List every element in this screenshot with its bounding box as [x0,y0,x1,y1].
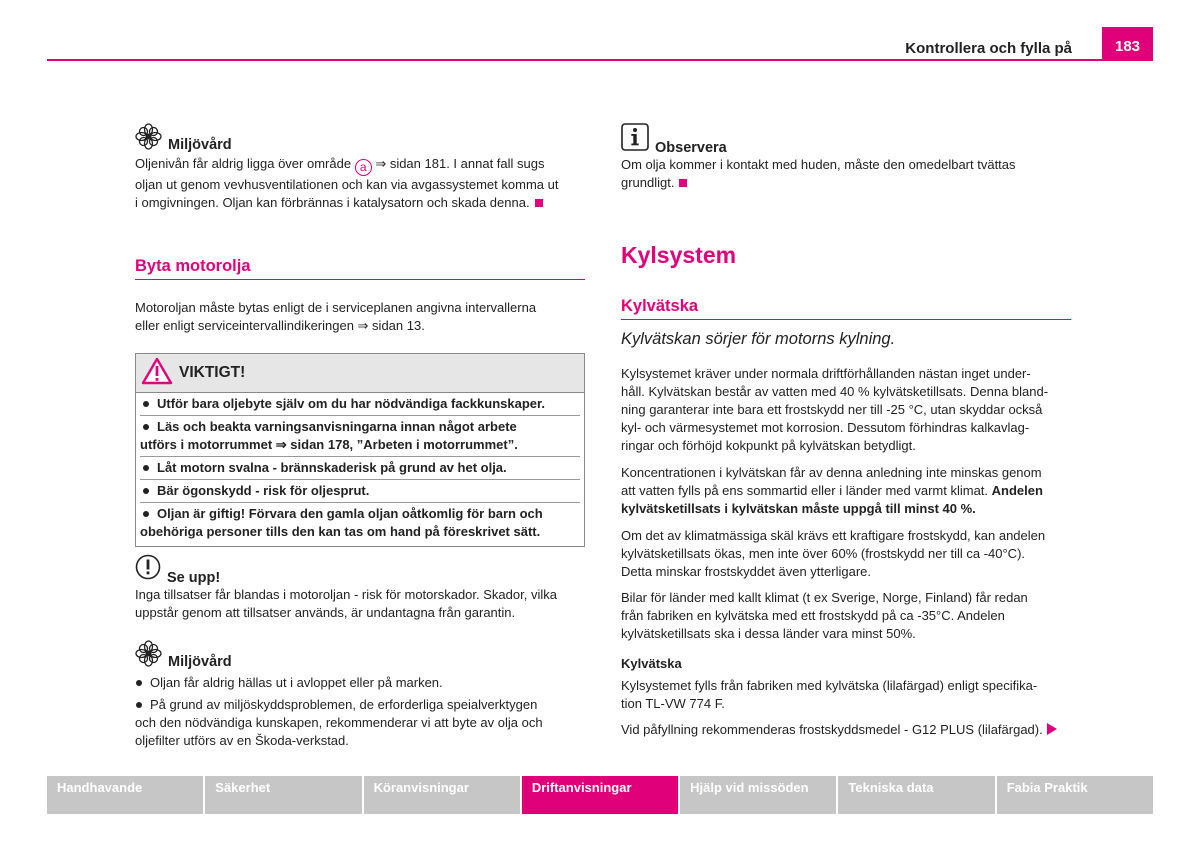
warning-item: Låt motorn svalna - brännskaderisk på grund av het olja. [140,457,580,480]
nav-tab-handhavande[interactable]: Handhavande [47,776,203,814]
bullet-icon [143,465,149,471]
warning-box [135,353,585,547]
warning-list [136,393,584,546]
info-icon [621,123,649,155]
flower-icon [135,123,162,154]
warning-triangle-icon [141,357,173,390]
environment-note-2 [135,640,585,754]
end-square-icon [535,199,543,207]
caution-note [135,554,585,622]
environment-note-text: Oljenivån får aldrig ligga över område a ⇒ sidan 181. I annat fall sugs oljan ut genom vevhusventilationen och kan via avgassystemet komma ut i omgivningen. Oljan kan förbrännas i katalysatorn och skada denna. [135,156,559,210]
observe-note-heading [621,123,1071,155]
flower-icon [135,640,162,671]
section-rule [135,279,585,280]
caution-note-title: Se upp! [167,570,221,586]
nav-tab-fabia-praktik[interactable]: Fabia Praktik [997,776,1153,814]
warning-box-header [136,354,584,393]
warning-item: Läs och beakta varningsanvisningarna innan något arbete utförs i motorrummet ⇒ sidan 178, ”Arbeten i motorrummet”. [140,416,580,457]
observe-note-text: Om olja kommer i kontakt med huden, måste den omedelbart tvättas grundligt. [621,157,1016,190]
environment-note [135,123,585,212]
environment-note-2-heading [135,640,585,671]
paragraph-4: Bilar för länder med kallt klimat (t ex Sverige, Norge, Finland) får redan från fabriken en kylvätska med ett frostskydd på ca -35°C. Andelen kylvätsketillsats ska i dessa länder vara minst 50%. [621,590,1028,641]
header-rule [47,59,1153,61]
bullet-icon [143,424,149,430]
exclamation-circle-icon [135,554,161,584]
section-subtitle: Kylvätskan sörjer för motorns kylning. [621,330,896,348]
paragraph-6: Vid påfyllning rekommenderas frostskyddsmedel - G12 PLUS (lilafärgad). [621,721,1091,739]
bullet-icon [136,702,142,708]
chapter-title: Kylsystem [621,242,737,268]
nav-tab-sakerhet[interactable]: Säkerhet [205,776,361,814]
bullet-icon [143,511,149,517]
environment-note-2-title: Miljövård [168,654,232,670]
bullet-icon [143,488,149,494]
nav-tab-driftanvisningar[interactable]: Driftanvisningar [522,776,678,814]
warning-item: Utför bara oljebyte själv om du har nödvändiga fackkunskaper. [140,393,580,416]
environment-note-heading [135,123,585,154]
section-rule [621,319,1071,320]
next-page-arrow-icon[interactable] [1047,723,1057,735]
observe-note-title: Observera [655,140,727,156]
area-a-marker: a [355,159,372,176]
section-title-byta-motorolja: Byta motorolja [135,257,251,275]
paragraph-2: Koncentrationen i kylvätskan får av denna anledning inte minskas genom att vatten fylls på ens sommartid eller i länder med varmt klimat. Andelen kylvätsketillsats i kylvätskan måste uppgå till minst 40 %. [621,465,1043,516]
warning-item: Bär ögonskydd - risk för oljesprut. [140,480,580,503]
environment-note-2-list [135,674,585,750]
paragraph-1: Kylsystemet kräver under normala driftförhållanden nästan inget under- håll. Kylvätskan består av vatten med 40 % kylvätsketillsats. Denna bland- ning garanterar inte bara ett frostskydd ner till -25 °C, utan skyddar också kyl- och värmesystemet mot korrosion. Dessutom förhindras kalkavlag- ringar och förhöjd kokpunkt på kylvätskan betydligt. [621,366,1049,453]
nav-tab-hjalp-vid-missoden[interactable]: Hjälp vid missöden [680,776,836,814]
warning-item: Oljan är giftig! Förvara den gamla oljan oåtkomlig för barn och obehöriga personer tills den kan tas om hand på föreskrivet sätt. [140,506,543,539]
running-header: Kontrollera och fylla på [905,40,1072,57]
chapter-navigation [47,776,1153,814]
caution-note-heading [135,554,585,584]
list-item: På grund av miljöskyddsproblemen, de erforderliga speialverktygen och den nödvändiga kunskapen, rekommenderar vi att byte av olja och oljefilter utförs av en Škoda-verkstad. [135,697,543,748]
sub-heading: Kylvätska [621,656,682,671]
list-item: Oljan får aldrig hällas ut i avloppet eller på marken. [135,674,585,692]
page-number: 183 [1102,27,1153,61]
paragraph-5: Kylsystemet fylls från fabriken med kylvätska (lilafärgad) enligt specifika- tion TL-VW 774 F. [621,678,1038,711]
section-title-kylvatska: Kylvätska [621,297,699,315]
environment-note-title: Miljövård [168,137,232,153]
end-square-icon [679,179,687,187]
paragraph-3: Om det av klimatmässiga skäl krävs ett kraftigare frostskydd, kan andelen kylvätsketillsats ökas, men inte över 60% (frostskydd ner till ca -40°C). Detta minskar frostskyddet även ytterligare. [621,528,1046,579]
bullet-icon [136,680,142,686]
observe-note [621,123,1071,192]
warning-box-title: VIKTIGT! [179,364,246,381]
caution-note-text: Inga tillsatser får blandas i motoroljan - risk för motorskador. Skador, vilka uppstår genom att tillsatser används, är undantagna från garantin. [135,587,557,620]
section-body: Motoroljan måste bytas enligt de i serviceplanen angivna intervallerna eller enligt serviceintervallindikeringen ⇒ sidan 13. [135,300,537,333]
bullet-icon [143,401,149,407]
nav-tab-koranvisningar[interactable]: Köranvisningar [364,776,520,814]
nav-tab-tekniska-data[interactable]: Tekniska data [838,776,994,814]
